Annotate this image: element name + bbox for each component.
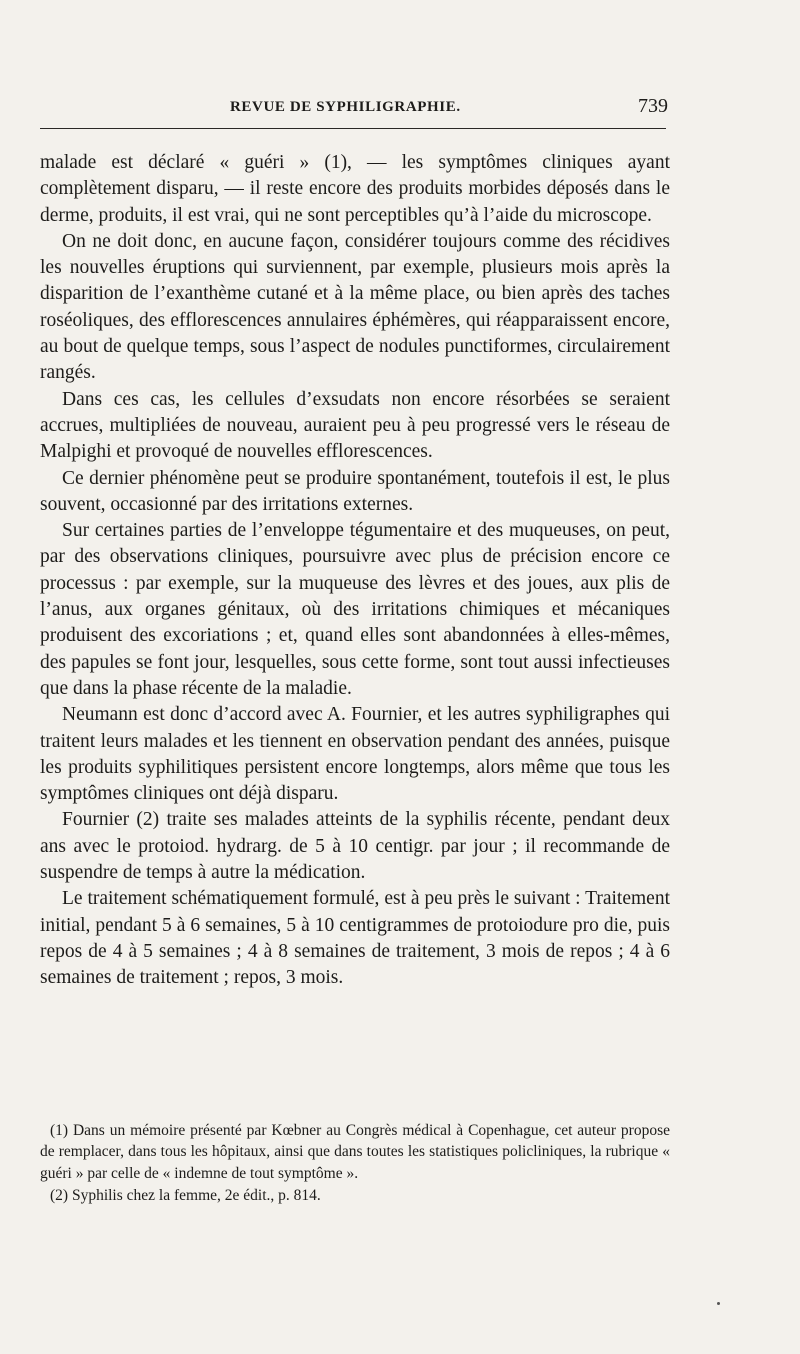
page-number: 739	[638, 95, 668, 117]
footnote: (1) Dans un mémoire présenté par Kœbner au Congrès médical à Copenhague, cet auteur propose de remplacer, dans tous les hôpitaux, ainsi que dans toutes les statistiques policliniques, la rubrique « guéri » par celle de « indemne de tout symptôme ».	[40, 1122, 670, 1182]
page-header	[0, 95, 800, 123]
footnote: (2) Syphilis chez la femme, 2e édit., p. 814.	[50, 1187, 321, 1205]
paragraph: Dans ces cas, les cellules d’exsudats non encore résorbées se seraient accrues, multipliées de nouveau, auraient peu à peu progressé vers le réseau de Malpighi et provoqué de nouvelles efflorescences.	[40, 388, 670, 463]
header-rule	[40, 128, 666, 129]
footnotes	[40, 1120, 670, 1207]
paragraph: malade est déclaré « guéri » (1), — les symptômes cliniques ayant complètement disparu, — il reste encore des produits morbides déposés dans le derme, produits, il est vrai, qui ne sont perceptibles qu’à l’aide du microscope.	[40, 152, 670, 226]
paragraph: On ne doit donc, en aucune façon, considérer toujours comme des récidives les nouvelles éruptions qui surviennent, par exemple, plusieurs mois après la disparition de l’exanthème cutané et à la même place, ou bien après des taches roséoliques, des efflorescences annulaires éphémères, qui réapparaissent encore, au bout de quelque temps, sous l’aspect de nodules punctiformes, circulairement rangés.	[40, 230, 670, 384]
paragraph: Ce dernier phénomène peut se produire spontanément, toutefois il est, le plus souvent, occasionné par des irritations externes.	[40, 467, 670, 515]
paragraph: Fournier (2) traite ses malades atteints de la syphilis récente, pendant deux ans avec le protoiod. hydrarg. de 5 à 10 centigr. par jour ; il recommande de suspendre de temps à autre la médication.	[40, 809, 670, 884]
running-title: REVUE DE SYPHILIGRAPHIE.	[230, 99, 461, 115]
paragraph: Neumann est donc d’accord avec A. Fournier, et les autres syphiligraphes qui traitent leurs malades et les tiennent en observation pendant des années, puisque les produits syphilitiques persistent encore longtemps, alors même que tous les symptômes cliniques ont déjà disparu.	[40, 704, 670, 805]
main-text	[40, 150, 670, 992]
paragraph: Sur certaines parties de l’enveloppe tégumentaire et des muqueuses, on peut, par des observations cliniques, poursuivre avec plus de précision encore ce processus : par exemple, sur la muqueuse des lèvres et des joues, aux plis de l’anus, aux organes génitaux, où des irritations chimiques et mécaniques produisent des excoriations ; et, quand elles sont abandonnées à elles-mêmes, des papules se font jour, lesquelles, sous cette forme, sont tout aussi infectieuses que dans la phase récente de la maladie.	[40, 520, 670, 699]
paragraph: Le traitement schématiquement formulé, est à peu près le suivant : Traitement initial, pendant 5 à 6 semaines, 5 à 10 centigrammes de protoiodure pro die, puis repos de 4 à 5 semaines ; 4 à 8 semaines de traitement, 3 mois de repos ; 4 à 6 semaines de traitement ; repos, 3 mois.	[40, 888, 670, 989]
page-speck	[717, 1302, 720, 1305]
